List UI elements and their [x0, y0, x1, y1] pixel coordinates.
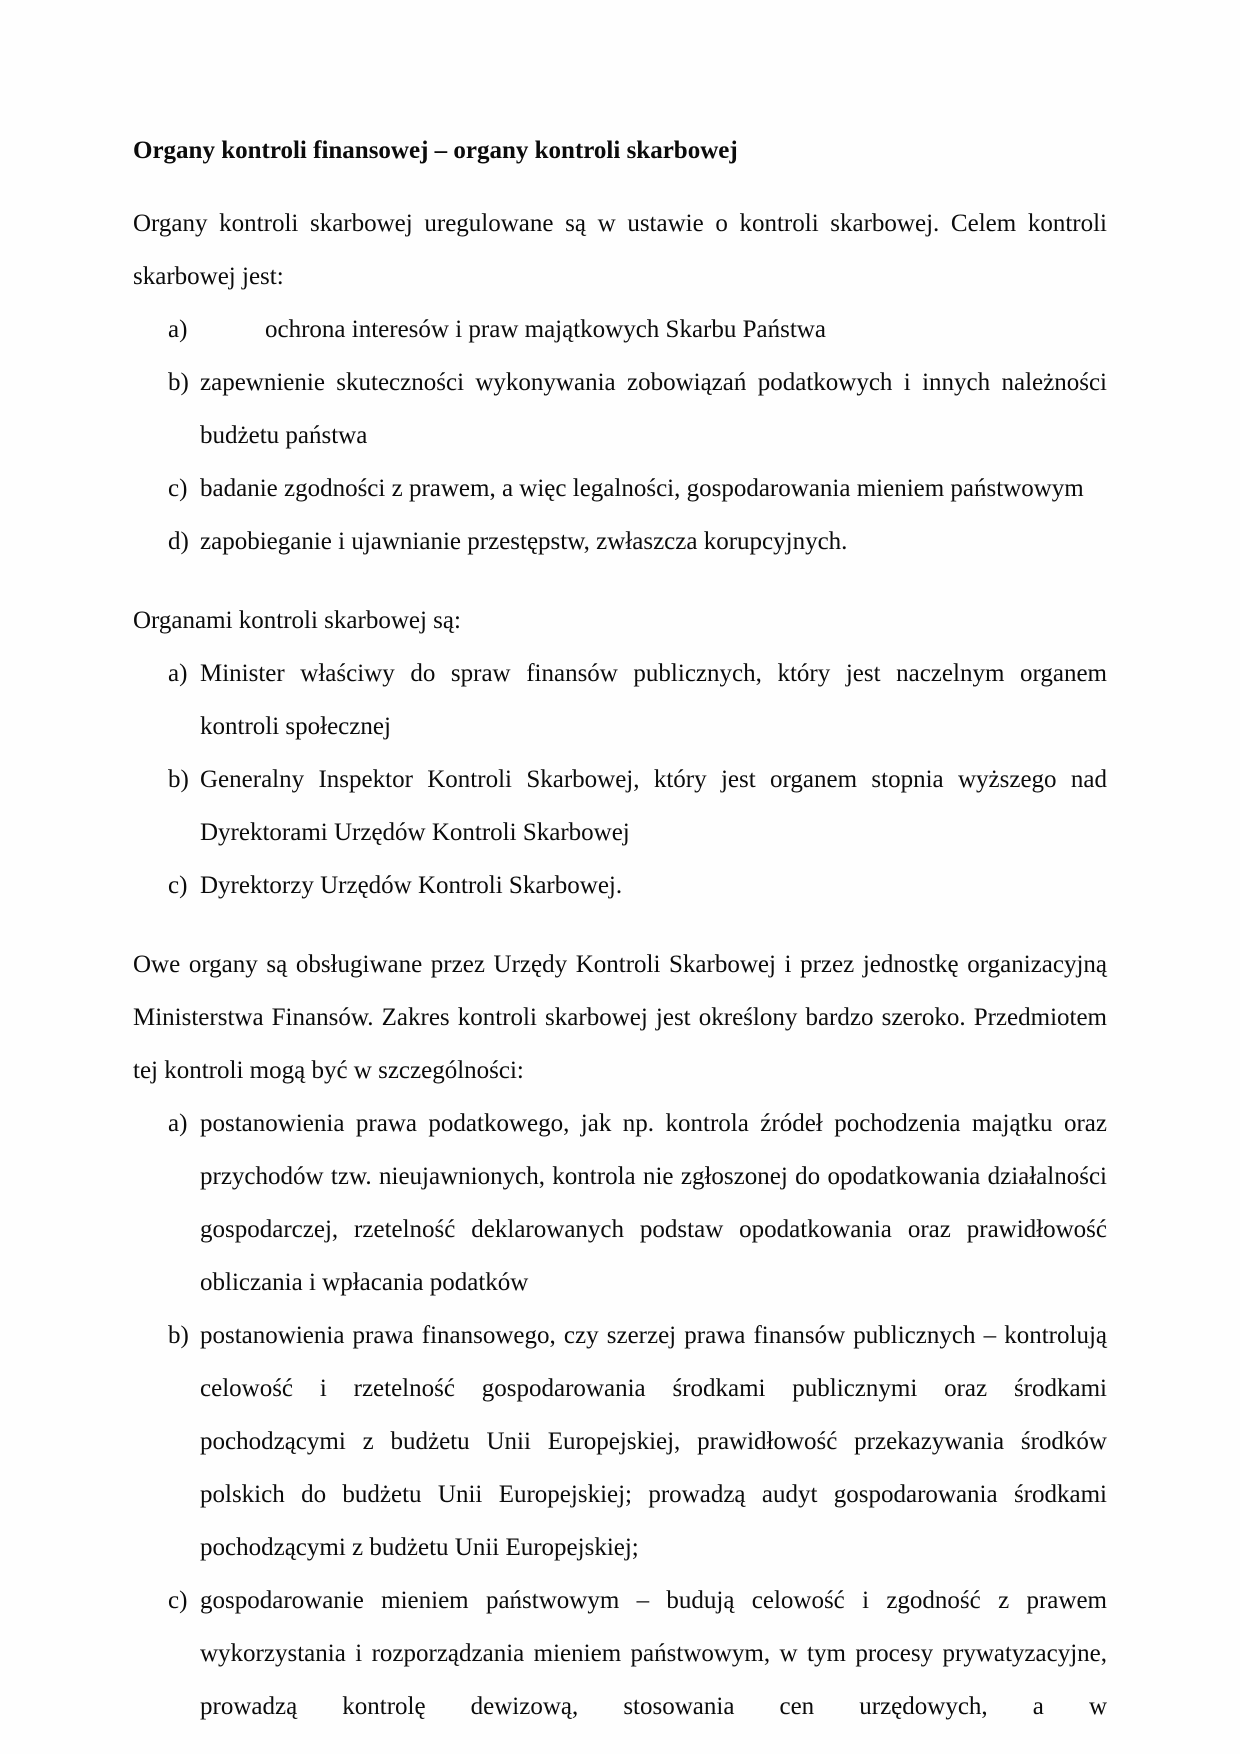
list-item-text: gospodarowanie mieniem państwowym – budują celowość i zgodność z prawem wykorzystania i rozporządzania mieniem państwowym, w tym procesy prywatyzacyjne, prowadzą kontrolę dewizową, stosowania cen urzędowych, a w: [200, 1587, 1107, 1720]
list-item-marker: a): [168, 316, 188, 343]
list-item-text: Dyrektorzy Urzędów Kontroli Skarbowej.: [200, 872, 623, 899]
list-item: [133, 647, 1107, 753]
list-item-text: zapewnienie skuteczności wykonywania zobowiązań podatkowych i innych należności budżetu państwa: [200, 369, 1107, 449]
organs-list: [133, 647, 1107, 912]
intro-paragraph: Organy kontroli skarbowej uregulowane są w ustawie o kontroli skarbowej. Celem kontroli skarbowej jest:: [133, 210, 1107, 290]
list-item-marker: c): [168, 872, 188, 899]
list-item-marker: c): [168, 475, 188, 502]
list-item: [133, 859, 1107, 912]
list-item-marker: b): [168, 766, 189, 793]
list-item-marker: a): [168, 1110, 188, 1137]
organs-heading: Organami kontroli skarbowej są:: [133, 607, 461, 634]
goals-list: [133, 303, 1107, 568]
list-item: [133, 1574, 1107, 1733]
list-item: [133, 356, 1107, 462]
list-item: [133, 515, 1107, 568]
list-item-marker: c): [168, 1587, 188, 1614]
list-item: [133, 1309, 1107, 1574]
list-item-text: zapobieganie i ujawnianie przestępstw, zwłaszcza korupcyjnych.: [200, 528, 848, 555]
list-item-text: postanowienia prawa podatkowego, jak np. kontrola źródeł pochodzenia majątku oraz przychodów tzw. nieujawnionych, kontrola nie zgłoszonej do opodatkowania działalności gospodarczej, rzetelność deklarowanych podstaw opodatkowania oraz prawidłowość obliczania i wpłacania podatków: [200, 1110, 1107, 1296]
scope-list: [133, 1097, 1107, 1733]
list-item-marker: b): [168, 1322, 189, 1349]
list-item: [133, 303, 1107, 356]
scope-paragraph: Owe organy są obsługiwane przez Urzędy Kontroli Skarbowej i przez jednostkę organizacyjną Ministerstwa Finansów. Zakres kontroli skarbowej jest określony bardzo szeroko. Przedmiotem tej kontroli mogą być w szczególności:: [133, 951, 1107, 1084]
list-item: [133, 753, 1107, 859]
document-title: Organy kontroli finansowej – organy kontroli skarbowej: [133, 137, 738, 164]
list-item: [133, 462, 1107, 515]
list-item: [133, 1097, 1107, 1309]
list-item-text: badanie zgodności z prawem, a więc legalności, gospodarowania mieniem państwowym: [200, 475, 1084, 502]
list-item-text: ochrona interesów i praw majątkowych Skarbu Państwa: [265, 316, 826, 343]
list-item-marker: b): [168, 369, 189, 396]
list-item-text: Generalny Inspektor Kontroli Skarbowej, który jest organem stopnia wyższego nad Dyrektorami Urzędów Kontroli Skarbowej: [200, 766, 1107, 846]
list-item-marker: a): [168, 660, 188, 687]
list-item-text: postanowienia prawa finansowego, czy szerzej prawa finansów publicznych – kontrolują celowość i rzetelność gospodarowania środkami publicznymi oraz środkami pochodzącymi z budżetu Unii Europejskiej, prawidłowość przekazywania środków polskich do budżetu Unii Europejskiej; prowadzą audyt gospodarowania środkami pochodzącymi z budżetu Unii Europejskiej;: [200, 1322, 1107, 1561]
list-item-text: Minister właściwy do spraw finansów publicznych, który jest naczelnym organem kontroli społecznej: [200, 660, 1107, 740]
list-item-marker: d): [168, 528, 189, 555]
